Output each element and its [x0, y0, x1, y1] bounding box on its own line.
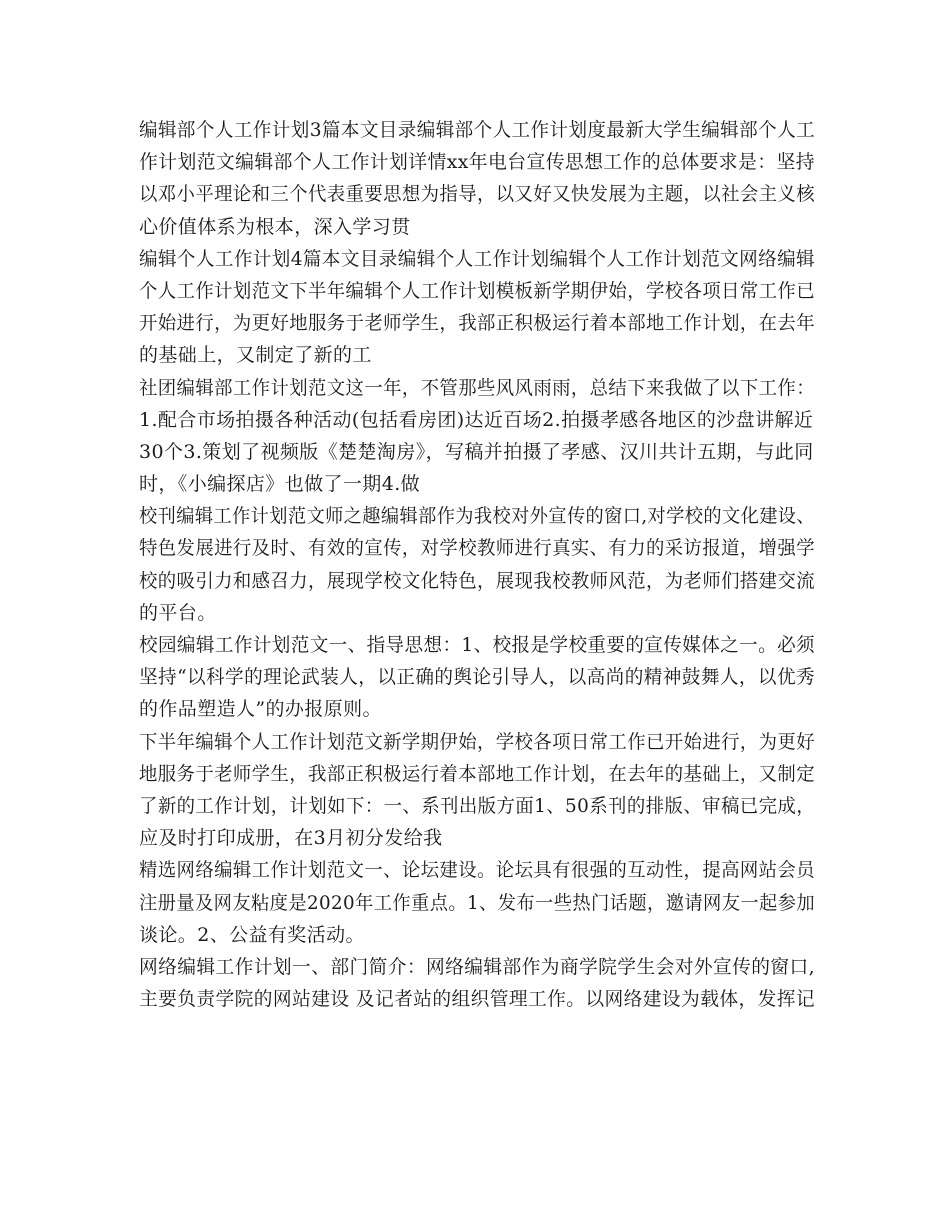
text-line: 校的吸引力和感召力，展现学校文化特色，展现我校教师风范，为老师们搭建交流: [139, 569, 815, 592]
text-line: 网络编辑工作计划一、部门简介：网络编辑部作为商学院学生会对外宣传的窗口,: [139, 955, 815, 978]
text-line: 精选网络编辑工作计划范文一、论坛建设。论坛具有很强的互动性，提高网站会员: [139, 859, 815, 882]
text-line: 应及时打印成册，在3月初分发给我: [139, 827, 443, 850]
text-line: 特色发展进行及时、有效的宣传，对学校教师进行真实、有力的采访报道，增强学: [139, 537, 815, 560]
text-line: 以邓小平理论和三个代表重要思想为指导，以又好又快发展为主题，以社会主义核: [139, 183, 815, 206]
text-line: 心价值体系为根本，深入学习贯: [139, 215, 411, 238]
paragraph-8: [139, 951, 815, 1015]
document-body: [139, 114, 815, 1015]
text-line: 校刊编辑工作计划范文师之趣编辑部作为我校对外宣传的窗口,对学校的文化建设、: [139, 505, 816, 528]
text-line: 了新的工作计划，计划如下：一、系刊出版方面1、50系刊的排版、审稿已完成，: [139, 794, 816, 817]
text-line: 谈论。2、公益有奖活动。: [139, 923, 365, 946]
paragraph-5: [139, 629, 815, 726]
paragraph-6: [139, 726, 815, 855]
text-line: 1.配合市场拍摄各种活动(包括看房团)达近百场2.拍摄孝感各地区的沙盘讲解近: [139, 408, 814, 431]
text-line: 时，《小编探店》也做了一期4.做: [139, 473, 421, 496]
text-line: 主要负责学院的网站建设 及记者站的组织管理工作。以网络建设为载体，发挥记: [139, 988, 815, 1011]
paragraph-4: [139, 500, 815, 629]
paragraph-1: [139, 114, 815, 243]
text-line: 开始进行，为更好地服务于老师学生，我部正积极运行着本部地工作计划，在去年: [139, 312, 815, 335]
text-line: 作计划范文编辑部个人工作计划详情xx年电台宣传思想工作的总体要求是：坚持: [139, 151, 815, 174]
paragraph-3: [139, 372, 815, 501]
paragraph-7: [139, 854, 815, 951]
text-line: 注册量及网友粘度是2020年工作重点。1、发布一些热门话题，邀请网友一起参加: [139, 891, 816, 914]
text-line: 个人工作计划范文下半年编辑个人工作计划模板新学期伊始，学校各项日常工作已: [139, 279, 815, 302]
text-line: 的作品塑造人”的办报原则。: [139, 698, 382, 721]
text-line: 校园编辑工作计划范文一、指导思想：1、校报是学校重要的宣传媒体之一。必须: [139, 634, 816, 656]
text-line: 30个3.策划了视频版《楚楚淘房》，写稿并拍摄了孝感、汉川共计五期，与此同: [139, 440, 814, 463]
text-line: 的平台。: [139, 601, 217, 624]
text-line: 编辑个人工作计划4篇本文目录编辑个人工作计划编辑个人工作计划范文网络编辑: [139, 247, 816, 270]
text-line: 的基础上，又制定了新的工: [139, 344, 372, 367]
paragraph-2: [139, 243, 815, 372]
text-line: 下半年编辑个人工作计划范文新学期伊始，学校各项日常工作已开始进行，为更好: [139, 730, 815, 753]
text-line: 社团编辑部工作计划范文这一年，不管那些风风雨雨，总结下来我做了以下工作：: [139, 376, 815, 399]
text-line: 坚持“以科学的理论武装人，以正确的舆论引导人，以高尚的精神鼓舞人，以优秀: [139, 666, 816, 689]
text-line: 编辑部个人工作计划3篇本文目录编辑部个人工作计划度最新大学生编辑部个人工: [139, 119, 816, 141]
text-line: 地服务于老师学生，我部正积极运行着本部地工作计划，在去年的基础上，又制定: [139, 762, 815, 785]
